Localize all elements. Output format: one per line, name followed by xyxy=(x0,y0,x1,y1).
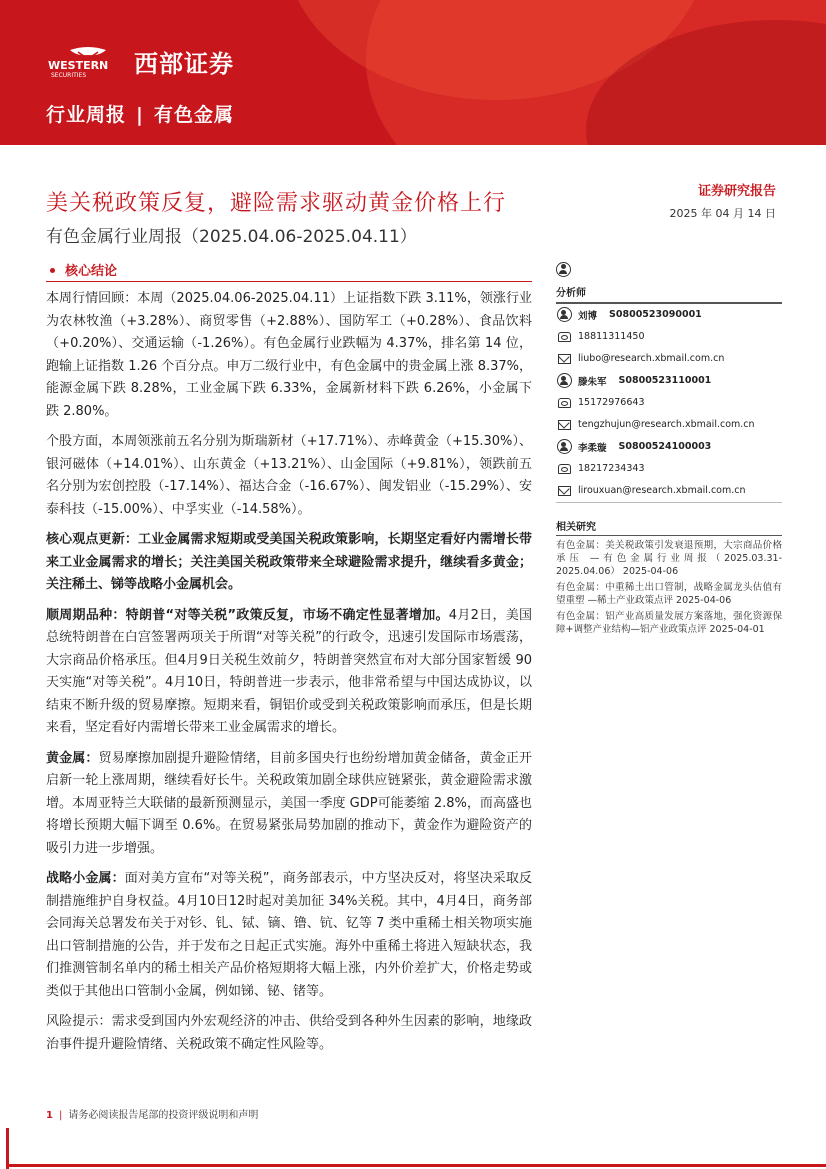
sidebar xyxy=(556,258,782,636)
related-research-label: 相关研究 xyxy=(556,522,596,533)
analyst-name: 滕朱军 xyxy=(578,376,607,388)
paragraph-gold: 黄金属：贸易摩擦加剧提升避险情绪，目前多国央行也纷纷增加黄金储备，黄金正开启新一轮上涨周期，继续看好长牛。关税政策加剧全球供应链紧张，黄金避险需求激增。本周亚特兰大联储的最新预测显示，美国一季度 GDP可能萎缩 2.8%，而高盛也将增长预期大幅下调至 0.6%。在贸易紧张局势加剧的推动下，黄金作为避险资产的吸引力进一步增强。 xyxy=(46,750,532,856)
paragraph-market-review: 本周行情回顾：本周（2025.04.06-2025.04.11）上证指数下跌 3.11%，领涨行业为农林牧渔（+3.28%）、商贸零售（+2.88%）、国防军工（+0.28%）、食品饮料（+0.20%）、交通运输（-1.26%）。有色金属行业跌幅为 4.37%，排名第 14 位，跑输上证指数 1.26 个百分点。申万二级行业中，有色金属中的贵金属上涨 8.37%，能源金属下跌 8.28%，工业金属下跌 6.33%，金属新材料下跌 6.26%，小金属下跌 2.80%。 xyxy=(46,291,532,419)
divider xyxy=(46,281,532,282)
analyst-cert: S0800523090001 xyxy=(609,309,702,320)
report-category xyxy=(46,100,234,127)
bullet-icon xyxy=(50,268,55,273)
page-border-decoration xyxy=(6,1128,9,1169)
paragraph-cyclical: 顺周期品种：特朗普“对等关税”政策反复，市场不确定性显著增加。4月2日，美国总统特朗普在白宫签署两项关于所谓“对等关税”的行政令，迅速引发国际市场震荡，大宗商品价格承压。但4月9日关税生效前夕，特朗普突然宣布对大部分国家暂缓 90 天实施“对等关税”。4月10日，特朗普进一步表示，他非常希望与中国达成协议，以结束不断升级的贸易摩擦。短期来看，铜铝价或受到关税政策影响而承压，但是长期来看，坚定看好内需增长带来工业金属需求的增长。 xyxy=(46,607,533,735)
analyst-cert: S0800524100003 xyxy=(618,441,712,452)
analyst-phone: 18217234343 xyxy=(578,463,645,474)
footer-separator: | xyxy=(58,1110,63,1121)
analyst-header xyxy=(556,258,782,280)
analyst-email[interactable]: lirouxuan@research.xbmail.com.cn xyxy=(578,485,746,496)
paragraph-strategic-metals: 战略小金属：面对美方宣布“对等关税”，商务部表示，中方坚决反对，将坚决采取反制措施维护自身权益。4月10日12时起对美加征 34%关税。其中，4月4日，商务部会同海关总署发布关于对钐、钆、铽、镝、镥、钪、钇等 7 类中重稀土相关物项实施出口管制措施的公告，并于发布之日起正式实施。海外中重稀土将进入短缺状态，我们推测管制名单内的稀土相关产品价格短期将大幅上涨，内外价差扩大，价格走势或类似于其他出口管制小金属，例如锑、铋、锗等。 xyxy=(46,871,532,999)
brand-logo xyxy=(48,44,234,79)
analyst-phone: 15172976643 xyxy=(578,397,645,408)
analyst-phone: 18811311450 xyxy=(578,331,645,342)
person-icon xyxy=(557,307,572,322)
analyst-name: 李柔璇 xyxy=(578,442,607,454)
related-research-item[interactable]: 有色金属：美关税政策引发衰退预期，大宗商品价格承压 —有色金属行业周报（2025.03.31-2025.04.06） 2025-04-06 xyxy=(556,540,782,577)
phone-icon xyxy=(558,464,571,474)
svg-text:SECURITIES: SECURITIES xyxy=(51,71,87,78)
analyst-phone-row xyxy=(556,392,782,414)
related-research-item[interactable]: 有色金属：中重稀土出口管制，战略金属龙头估值有望重塑 —稀土产业政策点评 2025-04-06 xyxy=(556,582,782,606)
paragraph-core-view: 核心观点更新：工业金属需求短期或受美国关税政策影响，长期坚定看好内需增长带来工业金属需求的增长；关注美国关税政策带来全球避险需求提升，继续看多黄金；关注稀土、锑等战略小金属机会。 xyxy=(46,532,532,592)
svg-text:WESTERN: WESTERN xyxy=(48,58,109,72)
phone-icon xyxy=(558,398,571,408)
footer-disclaimer: 请务必阅读报告尾部的投资评级说明和声明 xyxy=(68,1110,259,1121)
header-banner xyxy=(0,0,826,145)
western-securities-logo-icon xyxy=(48,46,128,78)
page-footer xyxy=(46,1106,258,1121)
analyst-email[interactable]: tengzhujun@research.xbmail.com.cn xyxy=(578,419,755,430)
mail-icon xyxy=(558,354,571,364)
report-date: 2025 年 04 月 14 日 xyxy=(669,207,776,220)
divider xyxy=(556,535,782,537)
brand-name: 西部证券 xyxy=(134,50,234,78)
analyst-row xyxy=(556,304,782,326)
analyst-phone-row xyxy=(556,458,782,480)
analyst-row xyxy=(556,370,782,392)
analyst-name: 刘博 xyxy=(578,310,598,322)
person-icon xyxy=(557,439,572,454)
report-kind: 行业周报 xyxy=(46,104,127,126)
analyst-email-row[interactable] xyxy=(556,414,782,436)
core-conclusion-heading: 核心结论 xyxy=(46,260,532,279)
analyst-email-row[interactable] xyxy=(556,348,782,370)
mail-icon xyxy=(558,420,571,430)
person-icon xyxy=(556,262,571,277)
paragraph-risk: 风险提示：需求受到国内外宏观经济的冲击、供给受到各种外生因素的影响，地缘政治事件提升避险情绪、关税政策不确定性风险等。 xyxy=(46,1014,532,1052)
analyst-email-row[interactable] xyxy=(556,480,782,502)
analyst-email[interactable]: liubo@research.xbmail.com.cn xyxy=(578,353,725,364)
page-number: 1 xyxy=(46,1110,53,1121)
related-research-item[interactable]: 有色金属：铝产业高质量发展方案落地，强化资源保障+调整产业结构—铝产业政策点评 2025-04-01 xyxy=(556,611,782,635)
phone-icon xyxy=(558,332,571,342)
analyst-label: 分析师 xyxy=(556,288,586,299)
analyst-phone-row xyxy=(556,326,782,348)
paragraph-stocks: 个股方面，本周领涨前五名分别为斯瑞新材（+17.71%）、赤峰黄金（+15.30%）、银河磁体（+14.01%）、山东黄金（+13.21%）、山金国际（+9.81%），领跌前五名分别为宏创控股（-17.14%）、福达合金（-16.67%）、闽发铝业（-15.29%）、安泰科技（-15.00%）、中孚实业（-14.58%）。 xyxy=(46,434,532,517)
core-content xyxy=(46,288,532,1064)
divider xyxy=(556,502,782,503)
page-border-decoration xyxy=(6,1164,826,1167)
analyst-row xyxy=(556,436,782,458)
analyst-cert: S0800523110001 xyxy=(618,375,712,386)
page-title: 美关税政策反复，避险需求驱动黄金价格上行 xyxy=(46,191,507,216)
mail-icon xyxy=(558,486,571,496)
person-icon xyxy=(557,373,572,388)
category-separator: | xyxy=(136,104,144,126)
sector-name: 有色金属 xyxy=(153,104,234,126)
page-subtitle: 有色金属行业周报（2025.04.06-2025.04.11） xyxy=(46,227,417,247)
research-tag: 证券研究报告 xyxy=(697,184,776,199)
